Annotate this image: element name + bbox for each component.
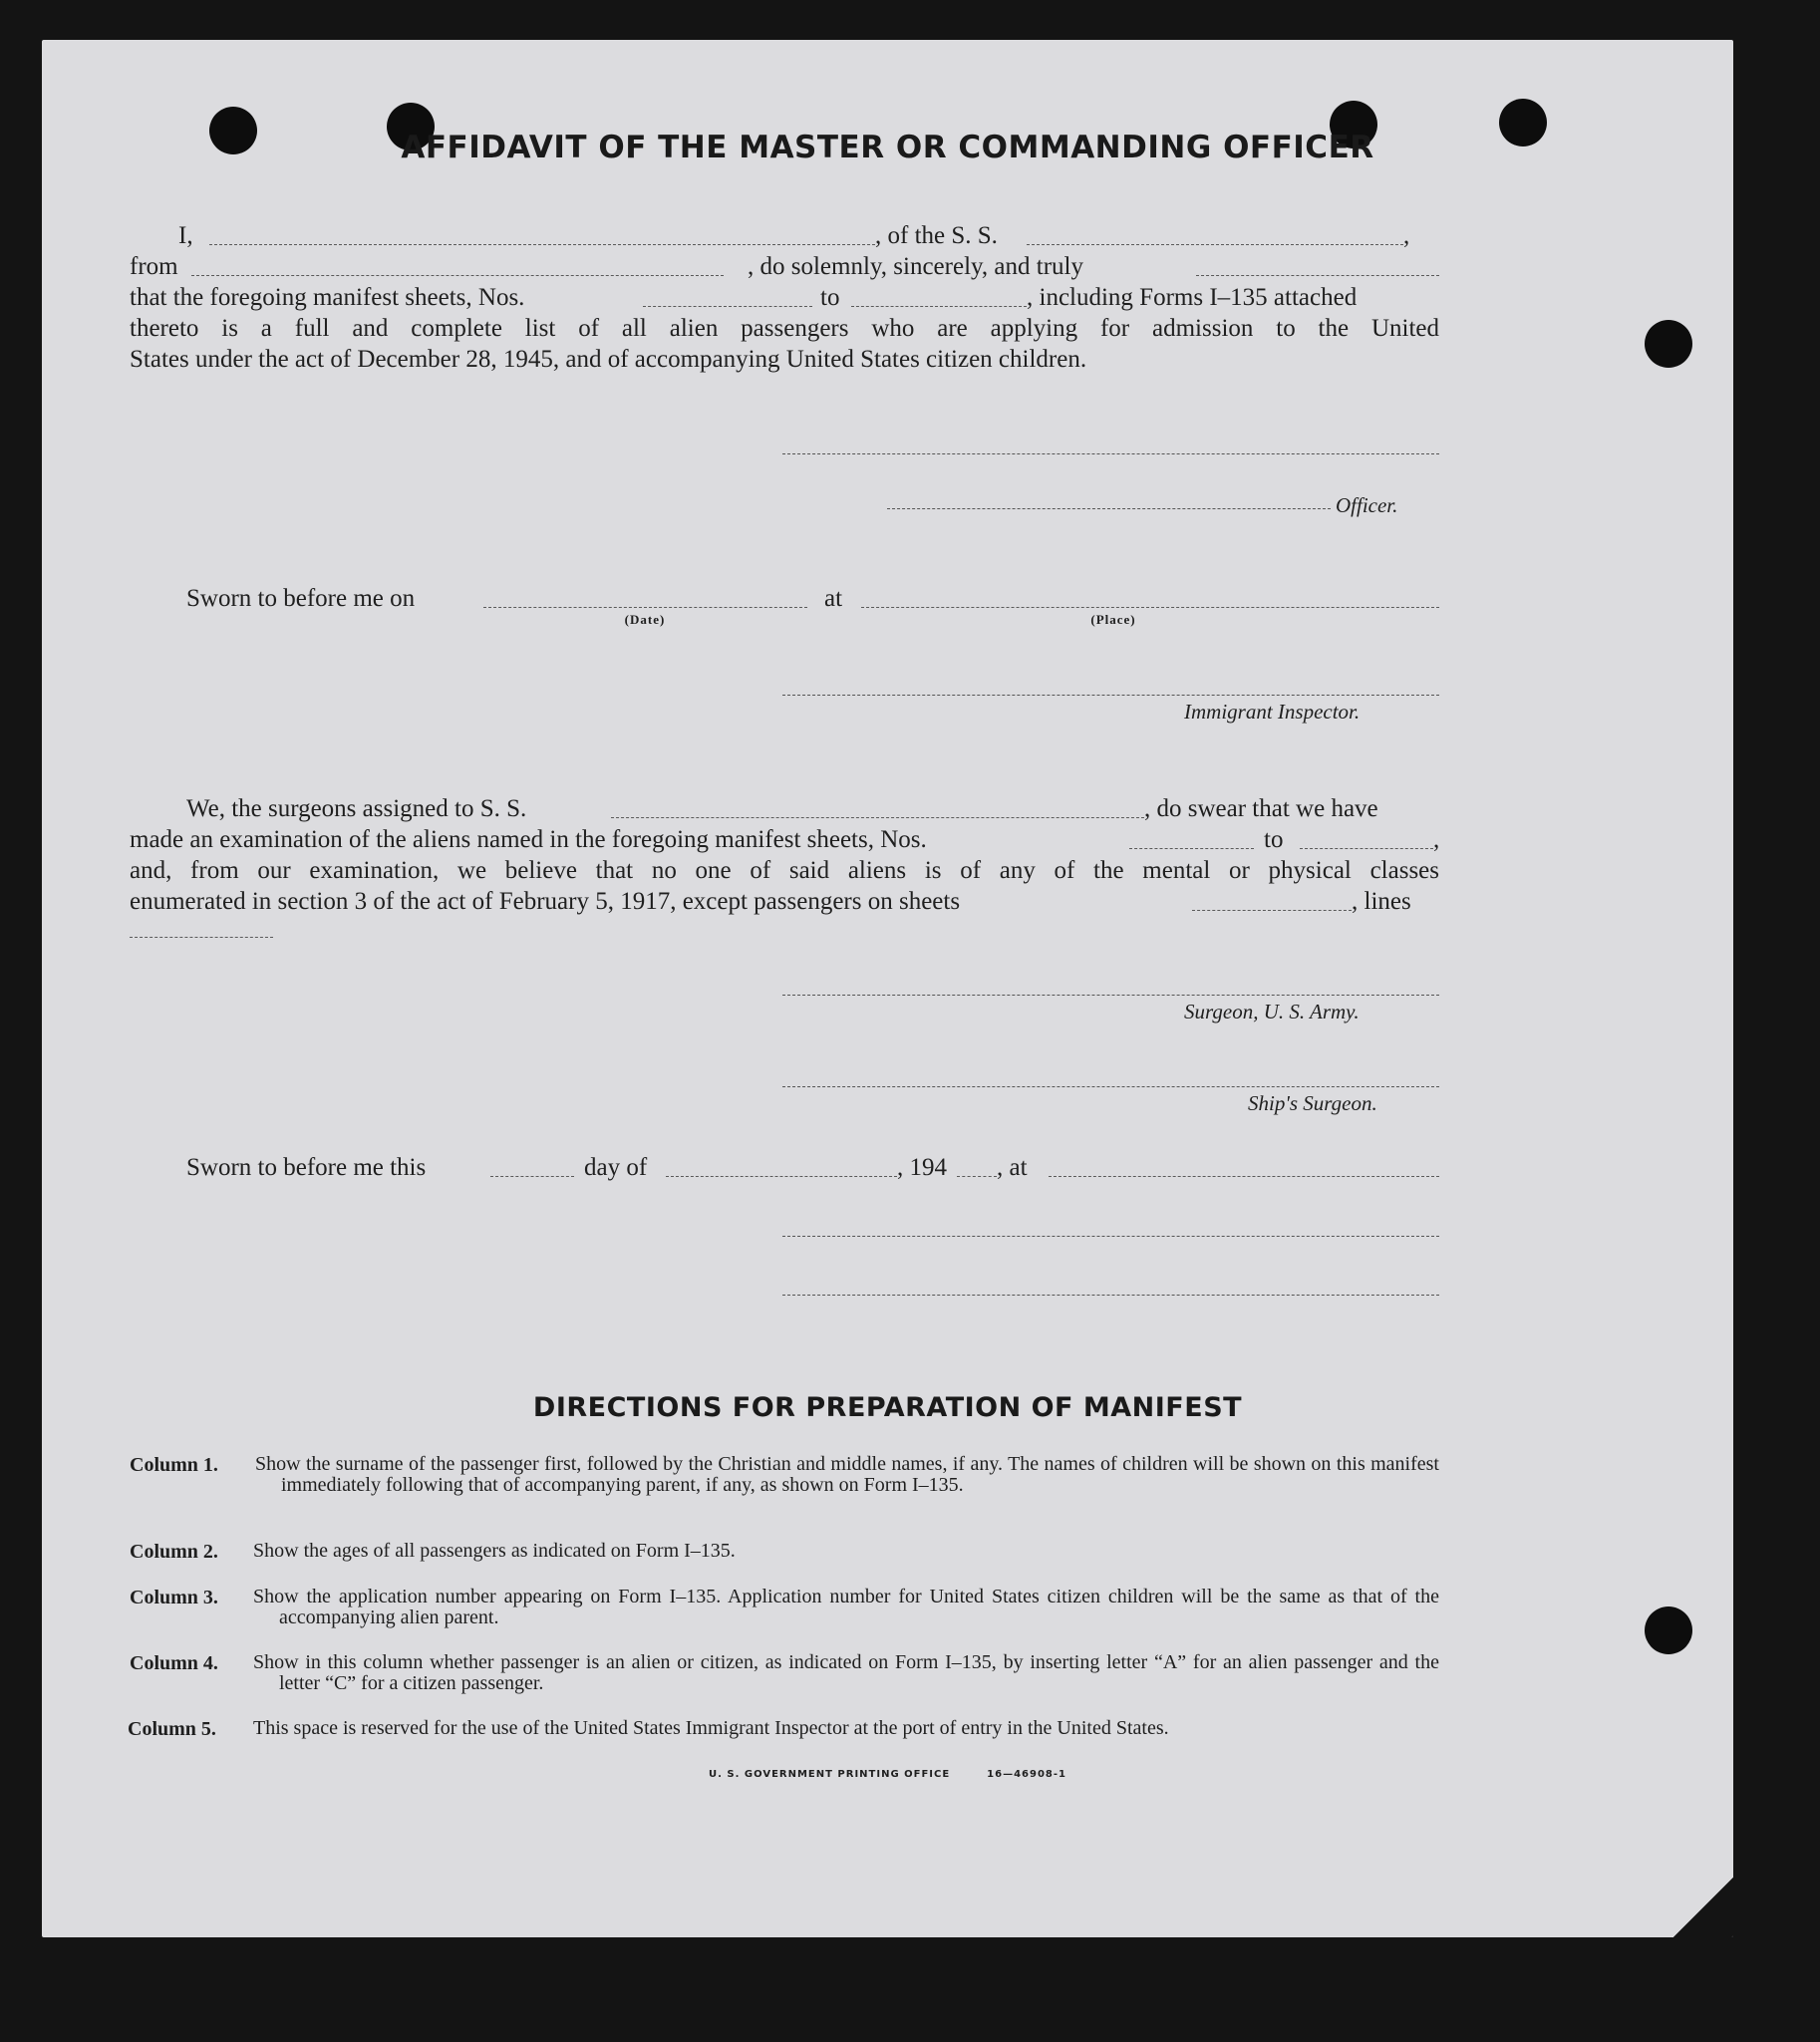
sworn-2-day-of: day of [584, 1154, 648, 1181]
affidavit-line-1-label-c: , [1403, 222, 1410, 249]
oath-field[interactable] [1196, 275, 1439, 276]
officer-caption: Officer. [1336, 493, 1398, 517]
officer-signature-line-1[interactable] [782, 453, 1439, 454]
inspector-caption: Immigrant Inspector. [1184, 700, 1361, 724]
printer-footer [42, 1769, 1733, 1780]
surgeons-line-2-label-b: to [1264, 826, 1284, 853]
sworn-2-at: , at [997, 1154, 1028, 1181]
affidavit-line-4: thereto is a full and complete list of all alien passengers who are applying for admission to the United [130, 315, 1439, 342]
surgeons-line-1-label-b: , do swear that we have [1144, 795, 1378, 822]
direction-text-body: Show the ages of all passengers as indicated on Form I–135. [253, 1540, 736, 1562]
directions-title: DIRECTIONS FOR PREPARATION OF MANIFEST [532, 1392, 1243, 1423]
surgeons-line-3: and, from our examination, we believe that no one of said aliens is of any of the mental or physical classes [130, 857, 1439, 884]
lines-field[interactable] [130, 937, 273, 938]
inspector-signature-line[interactable] [782, 695, 1439, 696]
sworn-2-month-field[interactable] [666, 1176, 897, 1177]
sworn-1-place-field[interactable] [861, 607, 1439, 608]
except-sheets-field[interactable] [1192, 910, 1352, 911]
direction-label: Column 4. [130, 1652, 218, 1674]
sworn-1-prefix: Sworn to before me on [186, 585, 416, 612]
surgeons-ship-field[interactable] [611, 817, 1144, 818]
sworn-2-year-field[interactable] [957, 1176, 997, 1177]
army-surgeon-caption: Surgeon, U. S. Army. [1184, 1000, 1360, 1023]
affidavit-line-1-label-a: I, [178, 222, 193, 249]
surgeons-line-2-label-c: , [1433, 826, 1440, 853]
form-page [42, 40, 1733, 1937]
affidavit-line-2-label-a: from [130, 253, 178, 280]
affidavit-line-3-label-a: that the foregoing manifest sheets, Nos. [130, 284, 525, 311]
affidavit-line-3-label-b: to [820, 284, 840, 311]
sworn-2-signature-line-2[interactable] [782, 1295, 1439, 1296]
direction-label: Column 1. [130, 1454, 218, 1476]
sworn-1-at: at [824, 585, 843, 612]
direction-text [253, 1652, 1439, 1694]
direction-label: Column 2. [130, 1541, 218, 1563]
surgeons-sheet-to-field[interactable] [1300, 848, 1433, 849]
surgeons-sheet-from-field[interactable] [1129, 848, 1254, 849]
ship-surgeon-signature-line[interactable] [782, 1086, 1439, 1087]
printer-name: U. S. GOVERNMENT PRINTING OFFICE [709, 1769, 951, 1780]
army-surgeon-signature-line[interactable] [782, 995, 1439, 996]
officer-signature-line-2[interactable] [887, 508, 1331, 509]
direction-label: Column 3. [130, 1587, 218, 1608]
affidavit-line-1-label-b: , of the S. S. [875, 222, 998, 249]
direction-text [253, 1718, 1439, 1739]
date-caption: (Date) [624, 612, 666, 627]
master-name-field[interactable] [209, 244, 875, 245]
surgeons-line-2-label-a: made an examination of the aliens named in the foregoing manifest sheets, Nos. [130, 826, 927, 853]
form-code: 16—46908-1 [987, 1769, 1066, 1780]
sworn-1-date-field[interactable] [483, 607, 807, 608]
direction-text [253, 1587, 1439, 1628]
sheet-to-field[interactable] [851, 306, 1027, 307]
direction-text [255, 1454, 1439, 1496]
affidavit-line-5: States under the act of December 28, 1945, and of accompanying United States citizen children. [130, 346, 1087, 373]
punch-hole-right-lower [1645, 1606, 1692, 1654]
direction-text [253, 1541, 1439, 1562]
direction-label: Column 5. [128, 1718, 216, 1740]
ship-surgeon-caption: Ship's Surgeon. [1248, 1091, 1377, 1115]
surgeons-line-1-label-a: We, the surgeons assigned to S. S. [186, 795, 527, 822]
direction-text-body: Show in this column whether passenger is an alien or citizen, as indicated on Form I–135, by inserting letter “A” for an alien passenger and the letter “C” for a citizen passenger. [253, 1651, 1439, 1694]
surgeons-line-4-label-b: , lines [1352, 888, 1411, 915]
direction-text-body: Show the application number appearing on Form I–135. Application number for United States citizen children will be the same as that of the accompanying alien parent. [253, 1586, 1439, 1628]
direction-text-body: Show the surname of the passenger first, followed by the Christian and middle names, if any. The names of children will be shown on this manifest immediately following that of accompanying parent, if any, as shown on Form I–135. [255, 1453, 1439, 1496]
punch-hole-right-upper [1645, 320, 1692, 368]
sworn-2-day-field[interactable] [490, 1176, 574, 1177]
affidavit-title: AFFIDAVIT OF THE MASTER OR COMMANDING OFFICER [401, 130, 1374, 165]
torn-corner [1673, 1878, 1733, 1937]
ship-name-field[interactable] [1027, 244, 1403, 245]
sworn-2-year: , 194 [897, 1154, 947, 1181]
affidavit-line-2-label-b: , do solemnly, sincerely, and truly [748, 253, 1083, 280]
sworn-2-prefix: Sworn to before me this [186, 1154, 427, 1181]
from-port-field[interactable] [191, 275, 724, 276]
direction-text-body: This space is reserved for the use of the United States Immigrant Inspector at the port of entry in the United States. [253, 1717, 1169, 1739]
sworn-2-signature-line-1[interactable] [782, 1236, 1439, 1237]
affidavit-line-3-label-c: , including Forms I–135 attached [1027, 284, 1358, 311]
sworn-2-place-field[interactable] [1049, 1176, 1439, 1177]
place-caption: (Place) [1090, 612, 1136, 627]
sheet-from-field[interactable] [643, 306, 812, 307]
surgeons-line-4-label-a: enumerated in section 3 of the act of February 5, 1917, except passengers on sheets [130, 888, 961, 915]
